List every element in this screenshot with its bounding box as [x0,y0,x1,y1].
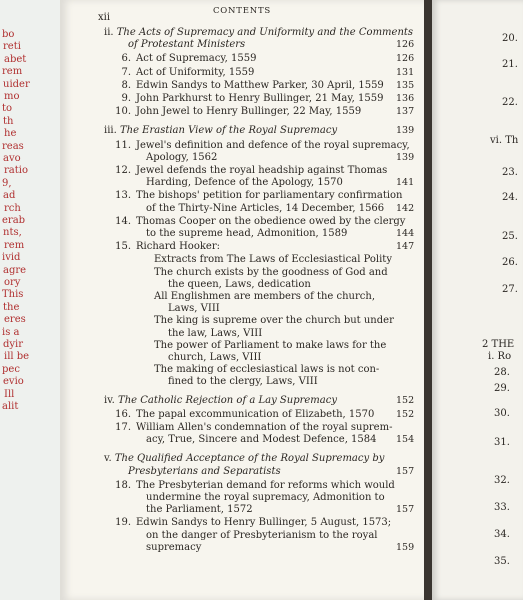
left-page-fragment: nts, [3,227,22,239]
page-number: xii [98,12,111,23]
left-page-fragment: This [2,289,24,301]
section-heading [104,28,413,38]
hooker-subentry: the law, Laws, VIII [168,327,263,339]
entry-page-number: 137 [396,106,415,118]
right-page-fragment: vi. Th [490,135,519,146]
left-page-fragment: rem [2,66,23,78]
entry-text: of the Thirty-Nine Articles, 14 December, 1566 [146,202,385,214]
left-page-fragment: rem [4,239,25,251]
section-heading [104,454,384,464]
right-page-fragment: 24. [502,192,518,203]
left-page-fragment: abet [4,53,27,65]
right-page-fragment: 25. [502,231,518,242]
right-page-edge [432,0,523,600]
section-numeral: ii. [104,27,117,38]
left-page-fragment: reti [3,41,21,53]
right-page-fragment: 29. [494,383,510,394]
entry-text: The Presbyterian demand for reforms which would [136,479,395,491]
hooker-subentry: The making of ecclesiastical laws is not con- [154,364,380,376]
right-page-fragment: 34. [494,529,510,540]
hooker-subentry: The power of Parliament to make laws for the [154,339,387,351]
right-page-fragment: 30. [494,408,510,419]
right-page-fragment: 31. [494,437,510,448]
entry-number: 19. [115,517,131,529]
entry-text: Act of Uniformity, 1559 [136,66,255,78]
left-page-fragment: ivid [2,252,21,264]
left-page-fragment: eres [4,314,26,326]
entry-number: 6. [121,53,131,65]
entry-page-number: 152 [396,408,415,420]
entry-page-number: 142 [396,202,415,214]
entry-number: 13. [115,190,131,202]
entry-page-number: 157 [396,504,415,516]
entry-text: undermine the royal supremacy, Admonition to [146,492,385,503]
entry-page-number: 131 [396,66,415,78]
section-numeral: iii. [104,125,120,137]
right-page-fragment: 2 THE [482,339,515,350]
entry-text: The papal excommunication of Elizabeth, 1570 [136,408,375,420]
entry-text: Jewel defends the royal headship against Thomas [136,165,388,176]
left-page-fragment: bo [2,29,15,40]
hooker-subentry: The king is supreme over the church but under [154,315,394,327]
right-page-fragment: 35. [494,556,510,567]
hooker-subentry: fined to the clergy, Laws, VIII [168,376,318,388]
right-page-fragment: 21. [502,59,518,70]
entry-number: 16. [115,408,131,420]
left-page-fragment: mo [4,91,20,102]
entry-number: 18. [115,479,131,491]
left-page-fragment: dyir [3,339,24,350]
section-numeral: v. [104,453,115,465]
hooker-subentry: Laws, VIII [168,303,220,315]
right-page-fragment: 27. [502,284,518,295]
right-page-fragment: 20. [502,33,518,44]
section-title: The Erastian View of the Royal Supremacy [119,125,338,137]
entry-text: Edwin Sandys to Henry Bullinger, 5 August, 1573; [136,517,392,529]
left-page-fragment: ad [3,190,16,202]
entry-number: 14. [115,215,131,227]
left-page-fragment: Ill [4,388,15,400]
entry-text: William Allen's condemnation of the royal suprem- [136,422,393,433]
entry-text: Richard Hooker: [136,241,220,253]
left-page-fragment: pec [2,363,20,375]
hooker-subentry: The church exists by the goodness of God and [154,266,388,278]
left-page-fragment: he [4,128,17,140]
entry-number: 17. [115,422,131,433]
entry-text: Edwin Sandys to Matthew Parker, 30 April, 1559 [136,79,384,91]
left-page-fragment: is a [2,326,20,338]
section-page-number: 139 [396,125,415,137]
entry-number: 7. [121,66,131,78]
section-title: The Catholic Rejection of a Lay Supremacy [118,394,337,406]
section-title: The Acts of Supremacy and Uniformity and the Comments [116,27,414,38]
entry-page-number: 154 [396,434,415,446]
entry-page-number: 147 [396,241,415,253]
entry-text: Act of Supremacy, 1559 [136,53,257,65]
left-page-fragment: 9, [2,177,12,189]
contents-page [60,0,424,600]
right-page-fragment: 28. [494,367,510,378]
right-page-fragment: i. Ro [488,351,512,362]
right-page-fragment: 23. [502,167,518,178]
right-page-fragment: 32. [494,475,510,486]
entry-text: John Jewel to Henry Bullinger, 22 May, 1559 [136,106,362,118]
left-page-fragment: alit [2,401,19,412]
left-page-fragment: rch [4,202,21,214]
section-heading [104,396,337,406]
entry-number: 8. [121,79,131,91]
entry-text: John Parkhurst to Henry Bullinger, 21 May, 1559 [136,93,384,104]
hooker-subentry: Extracts from The Laws of Ecclesiastical Polity [154,254,392,266]
running-head: CONTENTS [212,6,272,16]
section-title: The Qualified Acceptance of the Royal Supremacy by [114,453,385,465]
entry-number: 15. [115,241,131,253]
hooker-subentry: the queen, Laws, dedication [168,278,311,290]
left-page-fragment: ill be [4,351,30,363]
left-page-fragment: avo [3,153,21,164]
left-page-fragment: agre [3,264,27,276]
entry-page-number: 135 [396,79,415,91]
left-page-fragment: erab [2,215,26,226]
entry-text: Apology, 1562 [146,151,218,163]
entry-text: on the danger of Presbyterianism to the royal [146,529,378,541]
left-page-fragment: ory [4,277,21,288]
entry-page-number: 141 [396,177,415,189]
entry-page-number: 159 [396,541,415,553]
hooker-subentry: All Englishmen are members of the church, [154,291,375,302]
entry-page-number: 126 [396,53,415,65]
entry-text: Harding, Defence of the Apology, 1570 [146,177,343,189]
left-page-edge [0,0,60,600]
right-page-fragment: 26. [502,257,518,268]
entry-page-number: 144 [396,228,415,239]
entry-text: the Parliament, 1572 [146,504,253,516]
section-numeral: iv. [104,394,119,406]
left-page-fragment: to [2,103,13,115]
section-heading: Presbyterians and Separatists [128,465,281,477]
entry-number: 10. [115,106,131,118]
section-page-number: 157 [396,465,415,477]
entry-text: to the supreme head, Admonition, 1589 [146,228,348,239]
entry-text: Jewel's definition and defence of the royal supremacy, [136,139,410,151]
section-page-number: 126 [396,39,415,51]
entry-page-number: 136 [396,93,415,104]
left-page-fragment: ratio [4,165,28,177]
left-page-fragment: th [3,115,14,127]
left-page-fragment: reas [2,140,24,152]
right-page-fragment: 33. [494,502,510,513]
section-heading [104,126,337,136]
entry-number: 12. [115,165,131,176]
entry-page-number: 139 [396,151,415,163]
entry-text: Thomas Cooper on the obedience owed by the clergy [136,215,406,227]
entry-text: The bishops' petition for parliamentary confirmation [136,190,403,202]
left-page-fragment: the [3,301,20,313]
entry-number: 9. [121,93,131,104]
entry-text: acy, True, Sincere and Modest Defence, 1584 [146,434,377,446]
section-page-number: 152 [396,394,415,406]
section-heading: of Protestant Ministers [128,39,246,51]
left-page-fragment: uider [3,78,30,90]
left-page-fragment: evio [3,376,24,388]
entry-text: supremacy [146,541,202,553]
hooker-subentry: church, Laws, VIII [168,352,262,363]
right-page-fragment: 22. [502,97,518,108]
entry-number: 11. [115,139,131,151]
